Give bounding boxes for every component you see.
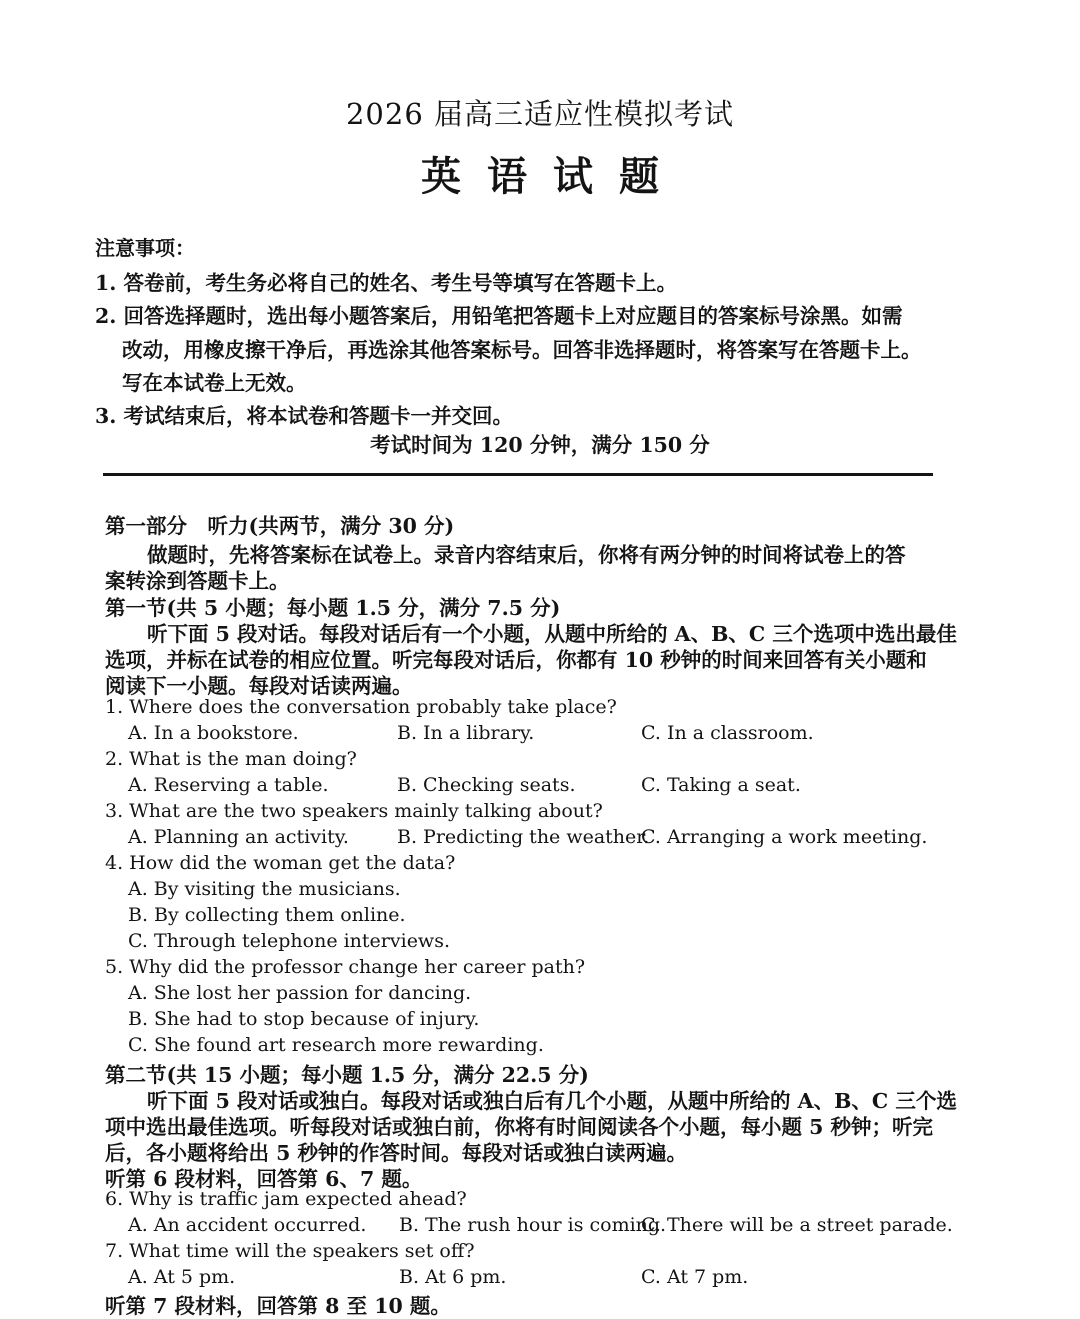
- subject-title: 英语试题: [421, 153, 685, 200]
- notice-item-2-cont: 改动，用橡皮擦干净后，再选涂其他答案标号。回答非选择题时，将答案写在答题卡上。: [122, 338, 922, 362]
- part1-heading: 第一部分 听力(共两节，满分 30 分): [105, 514, 455, 538]
- notice-item-2-end: 写在本试卷上无效。: [122, 371, 307, 395]
- question-6: 6. Why is traffic jam expected ahead?: [105, 1188, 467, 1210]
- section1-intro-line-2: 选项，并标在试卷的相应位置。听完每段对话后，你都有 10 秒钟的时间来回答有关小题和: [105, 648, 927, 672]
- section2-intro-line-3: 后，各小题将给出 5 秒钟的作答时间。每段对话或独白读两遍。: [105, 1141, 688, 1165]
- question-3-option-b: B. Predicting the weather.: [397, 826, 650, 848]
- question-7-option-c: C. At 7 pm.: [641, 1266, 749, 1288]
- question-6-option-b: B. The rush hour is coming.: [399, 1214, 667, 1236]
- exam-title: 2026 届高三适应性模拟考试: [345, 97, 735, 131]
- question-2-option-b: B. Checking seats.: [397, 774, 576, 796]
- question-6-option-c: C. There will be a street parade.: [641, 1214, 953, 1236]
- question-5-option-a: A. She lost her passion for dancing.: [128, 982, 472, 1004]
- exam-time-info: 考试时间为 120 分钟，满分 150 分: [370, 433, 710, 457]
- question-1: 1. Where does the conversation probably take place?: [105, 696, 617, 718]
- notice-heading: 注意事项：: [95, 236, 195, 260]
- section1-heading: 第一节(共 5 小题；每小题 1.5 分，满分 7.5 分): [105, 596, 561, 620]
- material-6-instruction: 听第 6 段材料，回答第 6、7 题。: [105, 1167, 423, 1191]
- material-7-instruction: 听第 7 段材料，回答第 8 至 10 题。: [105, 1294, 451, 1318]
- part1-intro-line-2: 案转涂到答题卡上。: [105, 569, 290, 593]
- question-6-option-a: A. An accident occurred.: [128, 1214, 367, 1236]
- section1-intro-line-3: 阅读下一小题。每段对话读两遍。: [105, 674, 413, 698]
- question-3-option-c: C. Arranging a work meeting.: [641, 826, 928, 848]
- question-4-option-c: C. Through telephone interviews.: [128, 930, 450, 952]
- notice-item-2: 2. 回答选择题时，选出每小题答案后，用铅笔把答题卡上对应题目的答案标号涂黑。如需: [95, 304, 903, 328]
- notice-item-3: 3. 考试结束后，将本试卷和答题卡一并交回。: [95, 404, 514, 428]
- question-2: 2. What is the man doing?: [105, 748, 357, 770]
- question-3: 3. What are the two speakers mainly talking about?: [105, 800, 603, 822]
- question-7-option-a: A. At 5 pm.: [128, 1266, 236, 1288]
- question-1-option-b: B. In a library.: [397, 722, 535, 744]
- question-5-option-b: B. She had to stop because of injury.: [128, 1008, 480, 1030]
- question-7-option-b: B. At 6 pm.: [399, 1266, 507, 1288]
- section2-intro-line-1: 听下面 5 段对话或独白。每段对话或独白后有几个小题，从题中所给的 A、B、C 三个选: [147, 1089, 957, 1113]
- part1-intro-line-1: 做题时，先将答案标在试卷上。录音内容结束后，你将有两分钟的时间将试卷上的答: [147, 543, 906, 567]
- notice-item-1: 1. 答卷前，考生务必将自己的姓名、考生号等填写在答题卡上。: [95, 271, 678, 295]
- question-3-option-a: A. Planning an activity.: [128, 826, 349, 848]
- question-5: 5. Why did the professor change her career path?: [105, 956, 586, 978]
- question-5-option-c: C. She found art research more rewarding.: [128, 1034, 544, 1056]
- section1-intro-line-1: 听下面 5 段对话。每段对话后有一个小题，从题中所给的 A、B、C 三个选项中选出最佳: [147, 622, 957, 646]
- question-2-option-a: A. Reserving a table.: [128, 774, 329, 796]
- question-2-option-c: C. Taking a seat.: [641, 774, 801, 796]
- question-1-option-a: A. In a bookstore.: [128, 722, 299, 744]
- question-7: 7. What time will the speakers set off?: [105, 1240, 475, 1262]
- question-4: 4. How did the woman get the data?: [105, 852, 456, 874]
- section2-heading: 第二节(共 15 小题；每小题 1.5 分，满分 22.5 分): [105, 1063, 589, 1087]
- question-1-option-c: C. In a classroom.: [641, 722, 814, 744]
- question-4-option-a: A. By visiting the musicians.: [128, 878, 401, 900]
- question-4-option-b: B. By collecting them online.: [128, 904, 406, 926]
- section2-intro-line-2: 项中选出最佳选项。听每段对话或独白前，你将有时间阅读各个小题，每小题 5 秒钟；听完: [105, 1115, 934, 1139]
- divider-line: [103, 473, 933, 476]
